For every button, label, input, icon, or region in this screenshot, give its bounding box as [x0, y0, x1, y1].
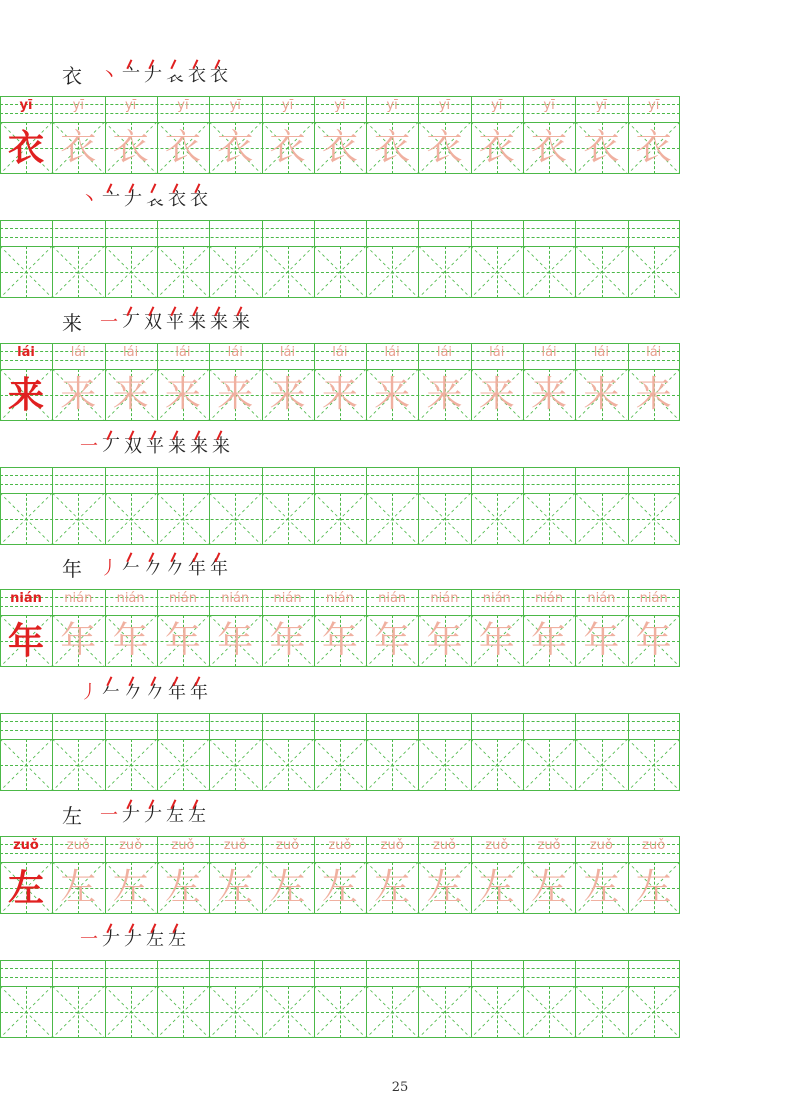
- hanzi-trace[interactable]: 年: [321, 620, 358, 661]
- hanzi-trace[interactable]: 来: [426, 374, 463, 415]
- pinyin-trace: nián: [116, 591, 145, 606]
- writing-cell[interactable]: [0, 220, 52, 298]
- stroke-step: 来: [168, 436, 190, 457]
- hanzi-trace[interactable]: 衣: [164, 127, 201, 168]
- writing-cell[interactable]: [523, 220, 575, 298]
- hanzi-trace[interactable]: 左: [583, 867, 620, 908]
- writing-cell[interactable]: [628, 960, 680, 1038]
- stroke-step: 来: [232, 312, 254, 333]
- hanzi-trace[interactable]: 衣: [374, 127, 411, 168]
- stroke-step: 丿: [80, 682, 102, 703]
- hanzi-trace[interactable]: 来: [321, 374, 358, 415]
- pinyin-trace: yī: [334, 98, 346, 113]
- writing-cell[interactable]: [628, 467, 680, 545]
- hanzi-trace[interactable]: 来: [635, 374, 672, 415]
- pinyin-trace: zuǒ: [380, 838, 404, 853]
- writing-cell[interactable]: [314, 960, 366, 1038]
- writing-cell[interactable]: [575, 467, 627, 545]
- writing-cell[interactable]: [105, 960, 157, 1038]
- stroke-sequence: [100, 64, 232, 88]
- hanzi-trace[interactable]: 衣: [635, 127, 672, 168]
- hanzi-trace[interactable]: 左: [112, 867, 149, 908]
- writing-cell[interactable]: [471, 960, 523, 1038]
- writing-cell[interactable]: [52, 960, 104, 1038]
- stroke-step: 丶: [80, 189, 102, 210]
- pinyin-trace: zuǒ: [171, 838, 195, 853]
- stroke-order-row: [60, 926, 740, 956]
- hanzi-trace[interactable]: 左: [635, 867, 672, 908]
- pinyin-trace: nián: [587, 591, 616, 606]
- hanzi-trace[interactable]: 左: [269, 867, 306, 908]
- pinyin-guide-line: [0, 113, 680, 114]
- stroke-step: 来: [188, 312, 210, 333]
- writing-cell[interactable]: [628, 220, 680, 298]
- pinyin-trace: nián: [168, 591, 197, 606]
- pinyin-trace: zuǒ: [485, 838, 509, 853]
- pinyin-trace: yī: [72, 98, 84, 113]
- hanzi-trace[interactable]: 左: [531, 867, 568, 908]
- hanzi-trace[interactable]: 来: [478, 374, 515, 415]
- page-number: 25: [391, 1080, 409, 1095]
- pinyin-trace: lái: [384, 345, 400, 360]
- stroke-step: 左: [188, 805, 210, 826]
- stroke-step: 𠂊: [146, 682, 168, 703]
- pinyin-trace: lái: [436, 345, 453, 360]
- pinyin-trace: nián: [378, 591, 407, 606]
- stroke-step: 𧘇: [146, 189, 168, 210]
- stroke-step: 左: [166, 805, 188, 826]
- stroke-step: 平: [146, 436, 168, 457]
- pinyin-trace: zuǒ: [432, 838, 456, 853]
- writing-cell[interactable]: [262, 960, 314, 1038]
- pinyin-guide-line: [0, 360, 680, 361]
- hanzi-trace[interactable]: 左: [321, 867, 358, 908]
- stroke-step: 平: [166, 312, 188, 333]
- hanzi-trace[interactable]: 左: [374, 867, 411, 908]
- pinyin-model: zuǒ: [13, 838, 39, 853]
- practice-grid: [0, 713, 680, 791]
- hanzi-trace[interactable]: 衣: [478, 127, 515, 168]
- tracing-grid: [0, 343, 680, 421]
- hanzi-trace[interactable]: 来: [60, 374, 97, 415]
- hanzi-trace[interactable]: 来: [531, 374, 568, 415]
- hanzi-trace[interactable]: 衣: [60, 127, 97, 168]
- stroke-step: 𠂇: [144, 805, 166, 826]
- hanzi-trace[interactable]: 左: [217, 867, 254, 908]
- stroke-step: 丆: [122, 312, 144, 333]
- writing-cell[interactable]: [52, 220, 104, 298]
- writing-cell[interactable]: [366, 960, 418, 1038]
- hanzi-trace[interactable]: 来: [583, 374, 620, 415]
- pinyin-trace: yī: [281, 98, 294, 113]
- pinyin-trace: zuǒ: [642, 838, 666, 853]
- stroke-order-row: [60, 555, 740, 585]
- hanzi-trace[interactable]: 年: [60, 620, 97, 661]
- hanzi-trace[interactable]: 左: [426, 867, 463, 908]
- writing-cell[interactable]: [471, 220, 523, 298]
- writing-cell[interactable]: [523, 467, 575, 545]
- hanzi-trace[interactable]: 年: [426, 620, 463, 661]
- hanzi-trace[interactable]: 衣: [269, 127, 306, 168]
- hanzi-trace[interactable]: 衣: [112, 127, 149, 168]
- stroke-step: 𧘇: [166, 65, 188, 86]
- writing-cell[interactable]: [105, 220, 157, 298]
- writing-cell[interactable]: [209, 220, 261, 298]
- pinyin-trace: nián: [64, 591, 93, 606]
- character-label: 来: [62, 311, 82, 335]
- writing-cell[interactable]: [157, 220, 209, 298]
- practice-grid: [0, 220, 680, 298]
- writing-cell[interactable]: [418, 467, 470, 545]
- writing-cell[interactable]: [575, 960, 627, 1038]
- pinyin-trace: nián: [430, 591, 459, 606]
- stroke-step: 𠂊: [144, 558, 166, 579]
- pinyin-trace: lái: [123, 345, 139, 360]
- pinyin-model: yī: [19, 98, 33, 113]
- stroke-step: 𠂉: [102, 682, 124, 703]
- hanzi-trace[interactable]: 来: [164, 374, 201, 415]
- hanzi-trace[interactable]: 衣: [583, 127, 620, 168]
- writing-cell[interactable]: [314, 220, 366, 298]
- pinyin-trace: lái: [175, 345, 191, 360]
- pinyin-trace: zuǒ: [589, 838, 613, 853]
- pinyin-trace: yī: [595, 98, 608, 113]
- writing-cell[interactable]: [52, 713, 104, 791]
- writing-cell[interactable]: [628, 713, 680, 791]
- writing-cell[interactable]: [575, 220, 627, 298]
- stroke-sequence: [100, 311, 254, 335]
- stroke-order-row: [60, 433, 740, 463]
- writing-cell[interactable]: [471, 713, 523, 791]
- writing-cell[interactable]: [0, 960, 52, 1038]
- writing-cell[interactable]: [0, 713, 52, 791]
- stroke-sequence: [100, 557, 232, 581]
- hanzi-trace[interactable]: 年: [269, 620, 306, 661]
- stroke-step: 年: [188, 558, 210, 579]
- writing-cell[interactable]: [209, 960, 261, 1038]
- stroke-step: 年: [190, 682, 212, 703]
- pinyin-trace: lái: [593, 345, 609, 360]
- stroke-step: 年: [168, 682, 190, 703]
- hanzi-trace[interactable]: 年: [374, 620, 411, 661]
- pinyin-guide-line: [0, 853, 680, 854]
- stroke-step: 双: [144, 312, 166, 333]
- pinyin-trace: lái: [332, 345, 348, 360]
- stroke-order-row: [60, 309, 740, 339]
- writing-cell[interactable]: [523, 713, 575, 791]
- hanzi-model: 左: [7, 867, 44, 909]
- stroke-step: 𠂊: [124, 682, 146, 703]
- writing-cell[interactable]: [418, 960, 470, 1038]
- stroke-sequence: [80, 435, 234, 459]
- character-label: 年: [62, 557, 82, 581]
- pinyin-model: lái: [17, 345, 35, 360]
- writing-cell[interactable]: [105, 713, 157, 791]
- stroke-step: 衣: [168, 189, 190, 210]
- hanzi-model: 年: [7, 620, 44, 662]
- stroke-sequence: [80, 681, 212, 705]
- pinyin-model: nián: [10, 591, 42, 606]
- tracing-grid: [0, 96, 680, 174]
- hanzi-trace[interactable]: 年: [478, 620, 515, 661]
- hanzi-trace[interactable]: 年: [217, 620, 254, 661]
- pinyin-trace: lái: [279, 345, 296, 360]
- pinyin-trace: lái: [227, 345, 243, 360]
- pinyin-trace: yī: [438, 98, 451, 113]
- writing-cell[interactable]: [314, 467, 366, 545]
- writing-cell[interactable]: [314, 713, 366, 791]
- pinyin-trace: zuǒ: [328, 838, 352, 853]
- hanzi-trace[interactable]: 左: [478, 867, 515, 908]
- pinyin-trace: nián: [221, 591, 250, 606]
- stroke-sequence: [80, 928, 190, 952]
- pinyin-trace: nián: [535, 591, 564, 606]
- pinyin-guide-line: [0, 606, 680, 607]
- hanzi-trace[interactable]: 来: [269, 374, 306, 415]
- stroke-step: 衣: [210, 65, 232, 86]
- writing-cell[interactable]: [262, 467, 314, 545]
- stroke-order-row: [60, 679, 740, 709]
- hanzi-trace[interactable]: 左: [60, 867, 97, 908]
- pinyin-trace: yī: [491, 98, 503, 113]
- writing-cell[interactable]: [52, 467, 104, 545]
- hanzi-model: 衣: [7, 127, 44, 169]
- character-label: 左: [62, 804, 82, 828]
- stroke-order-row: [60, 186, 740, 216]
- writing-cell[interactable]: [209, 713, 261, 791]
- hanzi-trace[interactable]: 年: [583, 620, 620, 661]
- writing-cell[interactable]: [418, 713, 470, 791]
- practice-grid: [0, 960, 680, 1038]
- writing-cell[interactable]: [471, 467, 523, 545]
- stroke-step: 𠂇: [144, 65, 166, 86]
- stroke-step: 一: [100, 805, 122, 826]
- stroke-step: 年: [210, 558, 232, 579]
- stroke-step: 一: [100, 312, 122, 333]
- writing-cell[interactable]: [366, 713, 418, 791]
- pinyin-trace: yī: [229, 98, 241, 113]
- stroke-step: 左: [146, 929, 168, 950]
- pinyin-trace: zuǒ: [119, 838, 143, 853]
- stroke-sequence: [100, 804, 210, 828]
- pinyin-trace: yī: [124, 98, 137, 113]
- pinyin-trace: lái: [489, 345, 505, 360]
- hanzi-trace[interactable]: 来: [217, 374, 254, 415]
- pinyin-trace: yī: [648, 98, 660, 113]
- stroke-step: 𠂇: [122, 805, 144, 826]
- pinyin-trace: zuǒ: [66, 838, 90, 853]
- writing-cell[interactable]: [157, 713, 209, 791]
- stroke-step: 𠂇: [102, 929, 124, 950]
- hanzi-trace[interactable]: 年: [531, 620, 568, 661]
- writing-cell[interactable]: [209, 467, 261, 545]
- stroke-step: 亠: [122, 65, 144, 86]
- stroke-step: 双: [124, 436, 146, 457]
- pinyin-trace: zuǒ: [537, 838, 561, 853]
- hanzi-trace[interactable]: 衣: [321, 127, 358, 168]
- writing-cell[interactable]: [157, 960, 209, 1038]
- stroke-step: 丆: [102, 436, 124, 457]
- writing-cell[interactable]: [575, 713, 627, 791]
- stroke-step: 亠: [102, 189, 124, 210]
- stroke-order-row: [60, 62, 740, 92]
- pinyin-trace: zuǒ: [223, 838, 247, 853]
- pinyin-trace: lái: [541, 345, 557, 360]
- practice-grid: [0, 467, 680, 545]
- hanzi-trace[interactable]: 年: [112, 620, 149, 661]
- pinyin-trace: yī: [543, 98, 555, 113]
- pinyin-trace: yī: [177, 98, 189, 113]
- hanzi-trace[interactable]: 来: [374, 374, 411, 415]
- writing-cell[interactable]: [366, 220, 418, 298]
- writing-cell[interactable]: [262, 220, 314, 298]
- tracing-grid: [0, 589, 680, 667]
- pinyin-trace: nián: [482, 591, 511, 606]
- stroke-step: 一: [80, 929, 102, 950]
- stroke-order-row: [60, 802, 740, 832]
- stroke-step: 𠂇: [124, 929, 146, 950]
- writing-cell[interactable]: [262, 713, 314, 791]
- stroke-step: 丶: [100, 65, 122, 86]
- hanzi-trace[interactable]: 左: [164, 867, 201, 908]
- hanzi-trace[interactable]: 衣: [217, 127, 254, 168]
- hanzi-trace[interactable]: 年: [635, 620, 672, 661]
- hanzi-model: 来: [7, 374, 44, 416]
- pinyin-trace: lái: [646, 345, 662, 360]
- stroke-sequence: [80, 188, 212, 212]
- pinyin-trace: zuǒ: [276, 838, 300, 853]
- stroke-step: 𠂉: [122, 558, 144, 579]
- stroke-step: 衣: [188, 65, 210, 86]
- hanzi-trace[interactable]: 衣: [426, 127, 463, 168]
- hanzi-trace[interactable]: 年: [164, 620, 201, 661]
- stroke-step: 一: [80, 436, 102, 457]
- stroke-step: 丿: [100, 558, 122, 579]
- stroke-step: 𠂊: [166, 558, 188, 579]
- writing-cell[interactable]: [157, 467, 209, 545]
- pinyin-trace: nián: [273, 591, 302, 606]
- stroke-step: 左: [168, 929, 190, 950]
- writing-cell[interactable]: [0, 467, 52, 545]
- stroke-step: 来: [212, 436, 234, 457]
- hanzi-trace[interactable]: 衣: [531, 127, 568, 168]
- writing-cell[interactable]: [418, 220, 470, 298]
- pinyin-trace: nián: [325, 591, 354, 606]
- tracing-grid: [0, 836, 680, 914]
- character-label: 衣: [62, 64, 82, 88]
- writing-cell[interactable]: [523, 960, 575, 1038]
- pinyin-trace: lái: [70, 345, 86, 360]
- stroke-step: 𠂇: [124, 189, 146, 210]
- stroke-step: 来: [190, 436, 212, 457]
- pinyin-trace: nián: [639, 591, 668, 606]
- stroke-step: 衣: [190, 189, 212, 210]
- writing-cell[interactable]: [105, 467, 157, 545]
- hanzi-trace[interactable]: 来: [112, 374, 149, 415]
- pinyin-trace: yī: [386, 98, 398, 113]
- writing-cell[interactable]: [366, 467, 418, 545]
- stroke-step: 来: [210, 312, 232, 333]
